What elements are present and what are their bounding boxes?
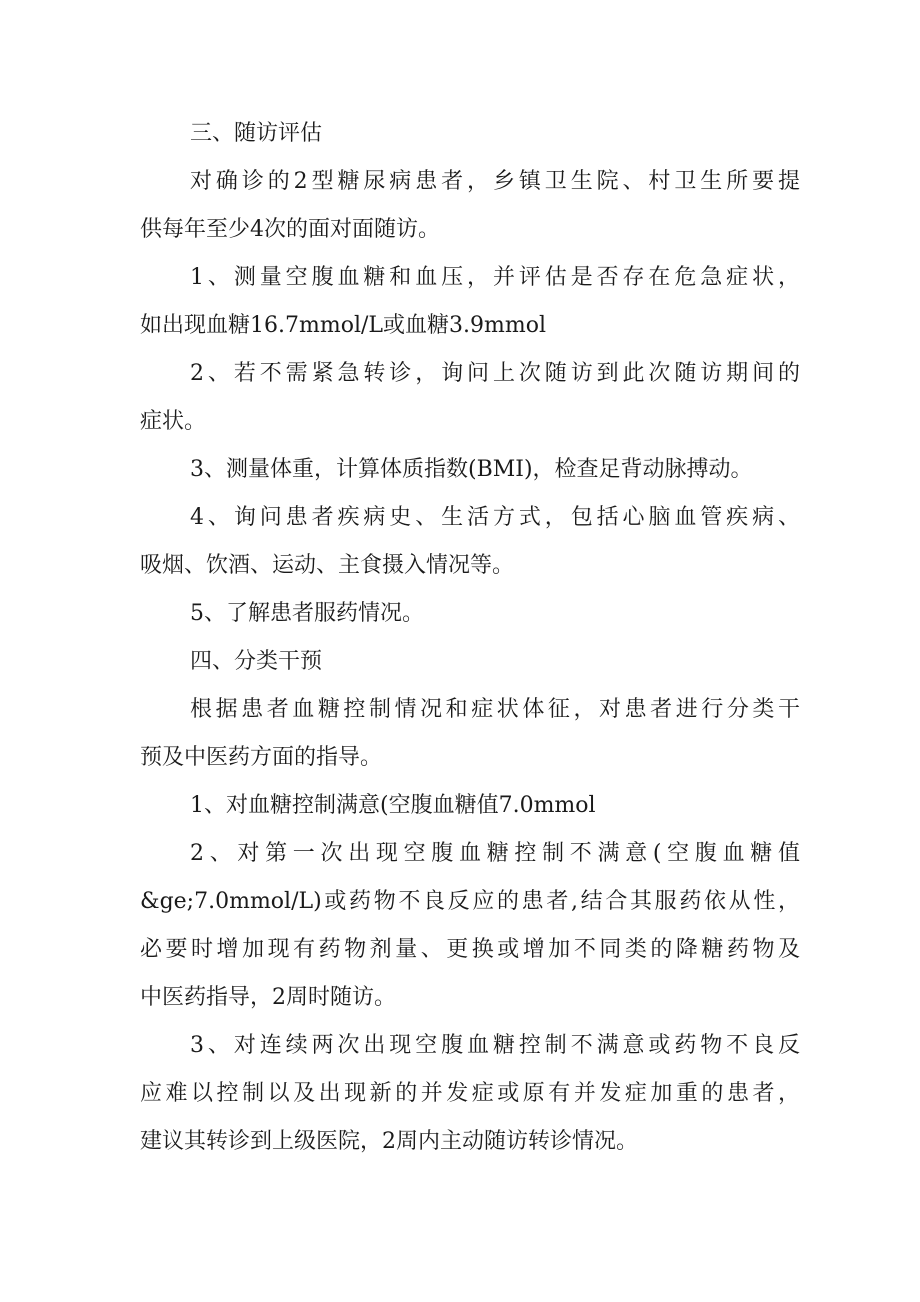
paragraph [140, 830, 800, 1022]
text-line: &ge;7.0mmol/L)或药物不良反应的患者,结合其服药依从性， [140, 889, 800, 914]
paragraph [140, 254, 800, 350]
text-line: 1、测量空腹血糖和血压，并评估是否存在危急症状， [190, 265, 800, 290]
text-line: 2、若不需紧急转诊，询问上次随访到此次随访期间的 [190, 361, 800, 386]
paragraph [140, 782, 800, 830]
text-line: 建议其转诊到上级医院，2周内主动随访转诊情况。 [140, 1129, 638, 1154]
text-line: 3、对连续两次出现空腹血糖控制不满意或药物不良反 [190, 1033, 800, 1058]
text-line: 供每年至少4次的面对面随访。 [140, 217, 440, 242]
text-line: 应难以控制以及出现新的并发症或原有并发症加重的患者， [140, 1081, 800, 1106]
text-line: 1、对血糖控制满意(空腹血糖值7.0mmol [190, 793, 596, 818]
text-line: 5、了解患者服药情况。 [190, 601, 424, 626]
text-line: 症状。 [140, 409, 207, 434]
text-line: 四、分类干预 [190, 649, 323, 674]
text-line: 根据患者血糖控制情况和症状体征，对患者进行分类干 [190, 697, 800, 722]
text-line: 必要时增加现有药物剂量、更换或增加不同类的降糖药物及 [140, 937, 800, 962]
paragraph [140, 110, 800, 158]
text-line: 如出现血糖16.7mmol/L或血糖3.9mmol [140, 313, 547, 338]
paragraph [140, 1022, 800, 1166]
document-body [140, 110, 800, 1166]
paragraph [140, 158, 800, 254]
text-line: 对确诊的2型糖尿病患者，乡镇卫生院、村卫生所要提 [190, 169, 800, 194]
paragraph [140, 446, 800, 494]
text-line: 2、对第一次出现空腹血糖控制不满意(空腹血糖值 [190, 841, 800, 866]
text-line: 预及中医药方面的指导。 [140, 745, 383, 770]
text-line: 3、测量体重，计算体质指数(BMI)，检查足背动脉搏动。 [190, 457, 753, 482]
paragraph [140, 494, 800, 590]
paragraph [140, 590, 800, 638]
text-line: 中医药指导，2周时随访。 [140, 985, 396, 1010]
text-line: 吸烟、饮酒、运动、主食摄入情况等。 [140, 553, 515, 578]
paragraph [140, 686, 800, 782]
paragraph [140, 350, 800, 446]
paragraph [140, 638, 800, 686]
text-line: 三、随访评估 [190, 121, 323, 146]
text-line: 4、询问患者疾病史、生活方式，包括心脑血管疾病、 [190, 505, 800, 530]
